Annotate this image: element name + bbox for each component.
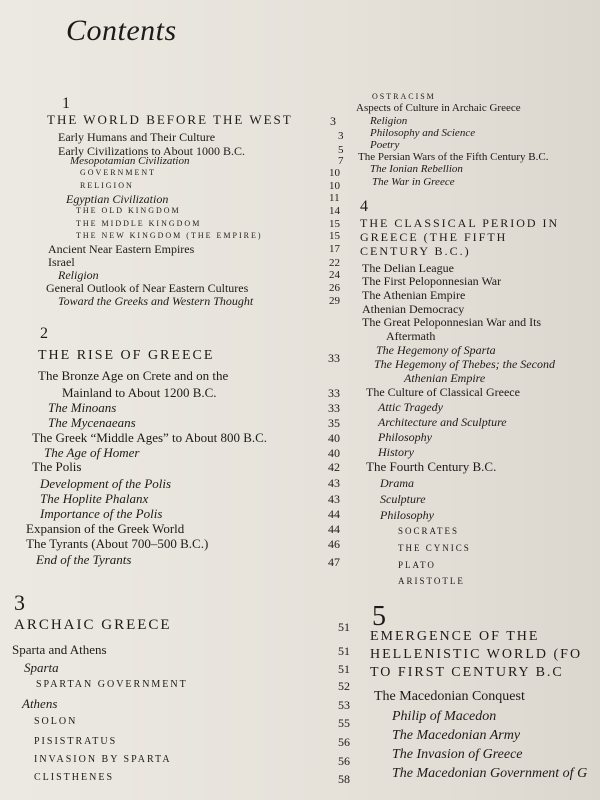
- toc-entry: SOLON: [34, 716, 78, 727]
- toc-entry: Sparta: [24, 660, 59, 675]
- toc-entry: The Macedonian Army: [392, 728, 521, 743]
- toc-page: 47: [328, 555, 340, 569]
- toc-entry: The Athenian Empire: [362, 288, 466, 302]
- toc-entry: Religion: [370, 115, 408, 127]
- part-5-title-line: TO FIRST CENTURY B.C: [370, 665, 564, 680]
- part-5-title-line: EMERGENCE OF THE: [370, 629, 540, 644]
- toc-entry: Athenian Empire: [404, 371, 486, 385]
- toc-entry: Ancient Near Eastern Empires: [48, 242, 195, 256]
- part-3-number: 3: [14, 590, 25, 615]
- toc-entry: Attic Tragedy: [378, 400, 443, 414]
- toc-page: 55: [338, 716, 350, 730]
- toc-page: 51: [338, 644, 350, 658]
- toc-entry: Athenian Democracy: [362, 302, 465, 316]
- toc-entry: Aspects of Culture in Archaic Greece: [356, 102, 521, 114]
- part-3-page: 51: [338, 620, 350, 634]
- toc-entry: Mesopotamian Civilization: [70, 155, 190, 167]
- toc-entry: PLATO: [398, 560, 436, 570]
- toc-entry: THE CYNICS: [398, 543, 471, 553]
- toc-entry: Philosophy: [380, 508, 434, 522]
- toc-entry: SPARTAN GOVERNMENT: [36, 679, 188, 690]
- toc-entry: End of the Tyrants: [36, 552, 132, 567]
- toc-page: 11: [329, 192, 340, 204]
- toc-page: 7: [338, 155, 344, 167]
- toc-entry: Egyptian Civilization: [66, 192, 169, 206]
- toc-entry: Sculpture: [380, 492, 426, 506]
- toc-entry: The Age of Homer: [44, 445, 140, 460]
- toc-page: 3: [338, 130, 344, 142]
- toc-page: 40: [328, 446, 340, 460]
- toc-entry: Athens: [22, 696, 58, 711]
- toc-entry: The Great Peloponnesian War and Its: [362, 315, 542, 329]
- toc-entry: Importance of the Polis: [40, 506, 163, 521]
- part-3-title: ARCHAIC GREECE: [14, 617, 172, 633]
- toc-page: 43: [328, 476, 340, 490]
- toc-page: 10: [329, 167, 340, 179]
- part-2-title: THE RISE OF GREECE: [38, 348, 215, 363]
- toc-entry: The Polis: [32, 459, 82, 474]
- part-4-title-line: CENTURY B.C.): [360, 244, 471, 258]
- toc-entry: Poetry: [370, 139, 400, 151]
- toc-entry: Early Civilizations to About 1000 B.C.: [58, 144, 245, 158]
- toc-page: 52: [338, 679, 350, 693]
- toc-entry: Mainland to About 1200 B.C.: [62, 385, 217, 400]
- toc-page: 26: [329, 282, 340, 294]
- toc-page: 17: [329, 243, 340, 255]
- part-4-title-line: THE CLASSICAL PERIOD IN: [360, 216, 560, 230]
- toc-page: 44: [328, 507, 340, 521]
- toc-page: 35: [328, 416, 340, 430]
- toc-entry: THE OLD KINGDOM: [76, 206, 181, 215]
- toc-page: 56: [338, 735, 350, 749]
- toc-entry: The Greek “Middle Ages” to About 800 B.C.: [32, 430, 268, 445]
- toc-entry: Development of the Polis: [40, 476, 172, 491]
- toc-entry: The Persian Wars of the Fifth Century B.C.: [358, 151, 549, 163]
- toc-page: 5: [338, 144, 344, 156]
- toc-page: 40: [328, 431, 340, 445]
- page-title: Contents: [66, 14, 177, 47]
- toc-page: 15: [329, 218, 340, 230]
- toc-entry: ARISTOTLE: [398, 576, 465, 586]
- toc-page: 43: [328, 492, 340, 506]
- toc-entry: The Hoplite Phalanx: [40, 491, 149, 506]
- toc-entry: The Macedonian Conquest: [374, 689, 525, 704]
- toc-page: 29: [329, 295, 340, 307]
- toc-page: 44: [328, 522, 340, 536]
- toc-page: 24: [329, 269, 340, 281]
- toc-page: 56: [338, 754, 350, 768]
- part-5-number: 5: [372, 601, 386, 632]
- toc-entry: INVASION BY SPARTA: [34, 754, 172, 765]
- toc-entry: The Hegemony of Thebes; the Second: [374, 357, 555, 371]
- toc-entry: The Culture of Classical Greece: [366, 385, 520, 399]
- toc-entry: History: [378, 445, 414, 459]
- toc-entry: Aftermath: [386, 329, 436, 343]
- toc-entry: Philosophy: [378, 430, 432, 444]
- toc-page: 22: [329, 257, 340, 269]
- toc-page: 33: [328, 386, 340, 400]
- toc-entry: Philip of Macedon: [392, 709, 497, 724]
- part-4-title-line: GREECE (THE FIFTH: [360, 230, 508, 244]
- toc-page: 33: [328, 401, 340, 415]
- toc-entry: Architecture and Sculpture: [378, 415, 507, 429]
- toc-page: 46: [328, 537, 340, 551]
- toc-entry: Philosophy and Science: [370, 127, 476, 139]
- toc-entry: The Macedonian Government of G: [392, 766, 588, 781]
- toc-page: 14: [329, 205, 340, 217]
- toc-page: 15: [329, 230, 340, 242]
- toc-entry: The War in Greece: [372, 176, 455, 188]
- toc-entry: RELIGION: [80, 181, 134, 190]
- toc-entry: The First Peloponnesian War: [362, 274, 502, 288]
- part-1-page: 3: [330, 114, 336, 128]
- toc-entry: Israel: [48, 255, 75, 269]
- toc-page: 10: [329, 180, 340, 192]
- toc-entry: Toward the Greeks and Western Thought: [58, 294, 254, 308]
- part-2-number: 2: [40, 325, 48, 342]
- toc-entry: The Fourth Century B.C.: [366, 459, 497, 474]
- toc-entry: The Invasion of Greece: [392, 747, 523, 762]
- toc-entry: Sparta and Athens: [12, 642, 107, 657]
- toc-entry: General Outlook of Near Eastern Cultures: [46, 281, 249, 295]
- part-2-page: 33: [328, 351, 340, 365]
- part-5-title-line: HELLENISTIC WORLD (FO: [370, 647, 583, 662]
- toc-entry: OSTRACISM: [372, 92, 436, 101]
- toc-entry: THE NEW KINGDOM (THE EMPIRE): [76, 231, 263, 240]
- part-1-title: THE WORLD BEFORE THE WEST: [47, 112, 293, 127]
- toc-page: 53: [338, 698, 350, 712]
- toc-page: 58: [338, 772, 350, 786]
- toc-entry: PISISTRATUS: [34, 736, 118, 747]
- toc-entry: THE MIDDLE KINGDOM: [76, 219, 202, 228]
- toc-entry: The Delian League: [362, 261, 454, 275]
- toc-entry: SOCRATES: [398, 526, 460, 536]
- toc-entry: Religion: [58, 268, 99, 282]
- toc-entry: The Hegemony of Sparta: [376, 343, 496, 357]
- toc-entry: Drama: [380, 476, 415, 490]
- toc-page: 42: [328, 460, 340, 474]
- toc-entry: The Mycenaeans: [48, 415, 136, 430]
- toc-entry: The Ionian Rebellion: [370, 163, 463, 175]
- toc-entry: The Minoans: [48, 400, 117, 415]
- toc-page: 51: [338, 662, 350, 676]
- toc-entry: CLISTHENES: [34, 772, 114, 783]
- part-4-number: 4: [360, 198, 368, 215]
- part-1-number: 1: [62, 95, 70, 112]
- toc-entry: GOVERNMENT: [80, 168, 156, 177]
- toc-entry: The Tyrants (About 700–500 B.C.): [26, 536, 209, 551]
- toc-entry: Expansion of the Greek World: [26, 521, 185, 536]
- toc-entry: Early Humans and Their Culture: [58, 130, 216, 144]
- toc-entry: The Bronze Age on Crete and on the: [38, 368, 229, 383]
